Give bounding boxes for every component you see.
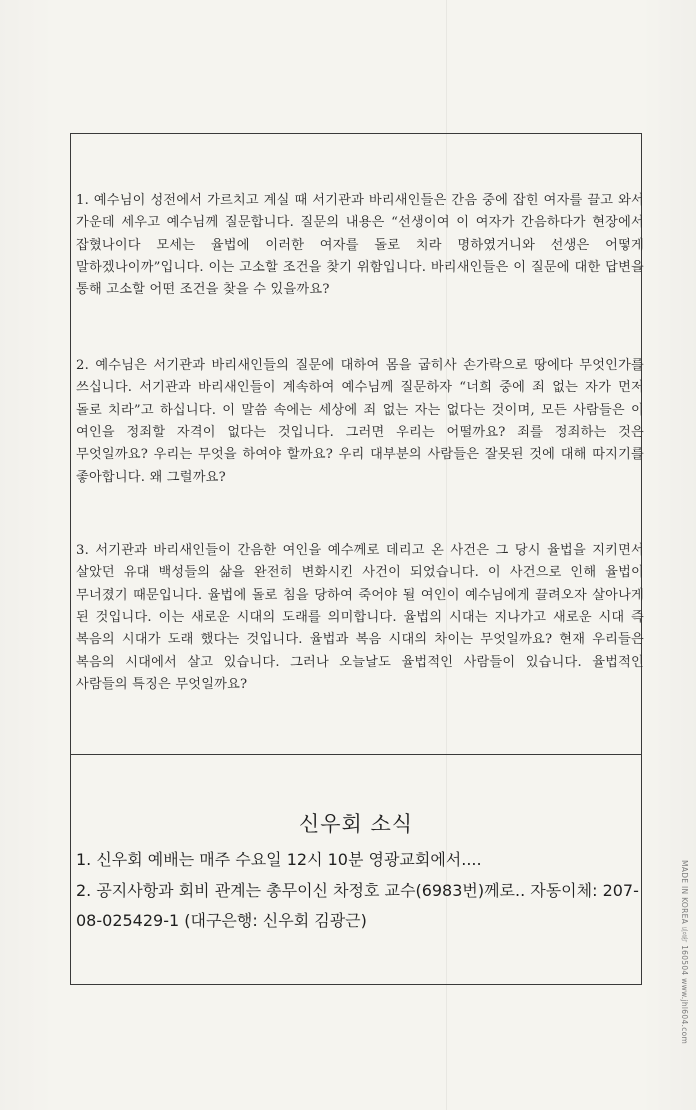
news-item-2: 2. 공지사항과 회비 관계는 총무이신 차정호 교수(6983번)께로.. 자동이체: 207-08-025429-1 (대구은행: 신우회 김광근) [76, 880, 639, 930]
question-paragraph-1: 1. 예수님이 성전에서 가르치고 계실 때 서기관과 바리새인들은 간음 중에 잡힌 여자를 끌고 와서 가운데 세우고 예수님께 질문합니다. 질문의 내용은 “선생이여 이 여자가 간음하다가 현장에서 잡혔나이다 모세는 율법에 이러한 여자를 돌로 치라 명하였거니와 선생은 어떻게 말하겠나이까”입니다. 이는 고소할 조건을 찾기 위함입니다. 바리새인들은 이 질문에 대한 답변을 통해 고소할 어떤 조건을 찾을 수 있을까요? [76, 193, 644, 298]
question-paragraph-2: 2. 예수님은 서기관과 바리새인들의 질문에 대하여 몸을 굽히사 손가락으로 땅에다 무엇인가를 쓰십니다. 서기관과 바리새인들이 계속하여 예수님께 질문하자 “너희 중에 죄 없는 자가 먼저 돌로 치라”고 하십니다. 이 말씀 속에는 세상에 죄 없는 자는 없다는 것이며, 모든 사람들은 이 여인을 정죄할 자격이 없다는 것입니다. 그러면 우리는 어떨까요? 죄를 정죄하는 것은 무엇일까요? 우리는 무엇을 하여야 할까요? 우리 대부분의 사람들은 잘못된 것에 대해 따지기를 좋아합니다. 왜 그럴까요? [76, 358, 644, 485]
news-list [76, 845, 646, 937]
news-item-1: 1. 신우회 예배는 매주 수요일 12시 10분 영광교회에서.... [76, 850, 482, 869]
news-title: 신우회 소식 [298, 812, 414, 836]
question-paragraph-3: 3. 서기관과 바리새인들이 간음한 여인을 예수께로 데리고 온 사건은 그 당시 율법을 지키면서 살았던 유대 백성들의 삶을 완전히 변화시킨 사건이 되었습니다. 이 사건으로 인해 율법이 무너졌기 때문입니다. 율법에 돌로 침을 당하여 죽어야 될 여인이 예수님에게 끌려오자 살아나게 된 것입니다. 이는 새로운 시대의 도래를 의미합니다. 율법의 시대는 지나가고 새로운 시대 즉 복음의 시대가 도래 했다는 것입니다. 율법과 복음 시대의 차이는 무엇일까요? 현재 우리들은 복음의 시대에서 살고 있습니다. 그러나 오늘날도 율법적인 사람들이 있습니다. 율법적인 사람들의 특징은 무엇일까요? [76, 543, 644, 692]
margin-print-text: MADE IN KOREA 등록 160504 www.jhl604.com [680, 860, 689, 1045]
